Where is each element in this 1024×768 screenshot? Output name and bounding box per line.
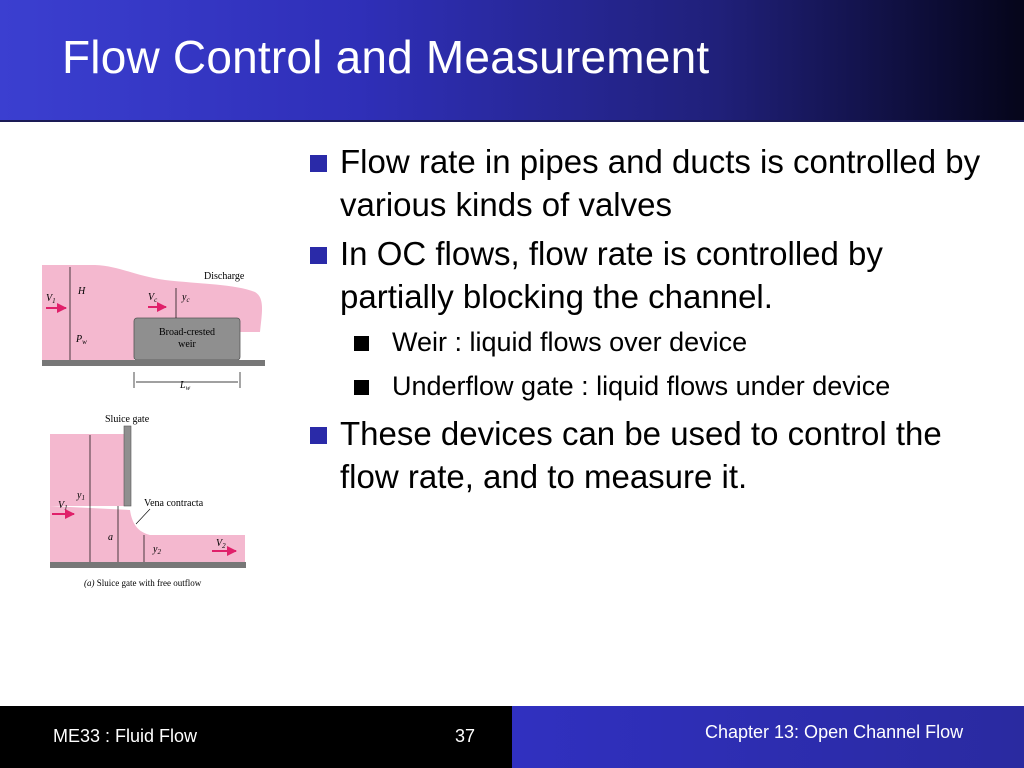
slide-title: Flow Control and Measurement — [62, 31, 710, 83]
weir-channel-bed — [42, 360, 265, 366]
bullet-item — [306, 232, 996, 318]
footer-page-number: 37 — [455, 726, 476, 746]
weir-pw-subscript: w — [82, 338, 87, 346]
weir-yc-subscript: c — [186, 296, 190, 304]
gate-a-label: a — [108, 532, 113, 543]
gate-v1-subscript: 1 — [64, 504, 68, 512]
gate-y2-subscript: 2 — [157, 548, 161, 556]
gate-v1-symbol: V — [58, 500, 65, 511]
square-bullet-icon — [354, 336, 369, 351]
weir-v1-symbol: V — [46, 293, 53, 304]
square-bullet-icon — [354, 380, 369, 395]
bullet-text: In OC flows, flow rate is controlled by partially blocking the channel. — [340, 235, 883, 315]
bullet-item — [306, 140, 996, 226]
weir-diagram — [42, 265, 265, 392]
vena-contracta-pointer — [136, 509, 150, 524]
gate-water-downstream — [50, 506, 245, 562]
gate-v2-symbol: V — [216, 538, 223, 549]
vena-contracta-label: Vena contracta — [144, 498, 204, 509]
bullet-item — [306, 412, 996, 498]
sub-bullet-item — [306, 368, 996, 404]
square-bullet-icon — [310, 247, 327, 264]
bullet-text: Flow rate in pipes and ducts is controlled by various kinds of valves — [340, 143, 981, 223]
footer-course: ME33 : Fluid Flow — [53, 726, 198, 746]
footer-chapter: Chapter 13: Open Channel Flow — [705, 722, 964, 742]
weir-vc-subscript: c — [154, 296, 158, 304]
sub-bullet-text: Weir : liquid flows over device — [392, 327, 748, 357]
gate-channel-bed — [50, 562, 246, 568]
gate-y1-symbol: y — [77, 490, 82, 501]
gate-caption-text: Sluice gate with free outflow — [94, 578, 202, 588]
weir-yc-symbol: y — [182, 292, 187, 303]
gate-caption — [84, 578, 202, 588]
sub-bullet-text: Underflow gate : liquid flows under device — [392, 371, 891, 401]
square-bullet-icon — [310, 155, 327, 172]
sluice-gate-diagram — [50, 414, 246, 588]
weir-pw-symbol: P — [76, 334, 83, 345]
sub-bullet-item — [306, 324, 996, 360]
bullet-text: These devices can be used to control the flow rate, and to measure it. — [340, 415, 942, 495]
weir-and-gate-figure — [40, 262, 270, 592]
gate-caption-prefix: (a) — [84, 578, 95, 588]
footer-bar — [0, 706, 1024, 768]
weir-discharge-label: Discharge — [204, 271, 245, 282]
gate-v2-subscript: 2 — [222, 542, 226, 550]
sluice-gate-label: Sluice gate — [105, 414, 150, 425]
weir-vc-symbol: V — [148, 292, 155, 303]
square-bullet-icon — [310, 427, 327, 444]
weir-label-line2: weir — [178, 339, 196, 350]
weir-v1-subscript: 1 — [52, 297, 56, 305]
sluice-gate-plate — [124, 426, 131, 506]
weir-lw-subscript: w — [185, 384, 191, 392]
weir-lw-symbol: L — [180, 380, 186, 391]
bullet-list — [306, 140, 996, 504]
gate-y2-symbol: y — [153, 544, 158, 555]
gate-y1-subscript: 1 — [81, 494, 85, 502]
title-bar — [0, 0, 1024, 122]
weir-label-line1: Broad-crested — [158, 327, 216, 338]
weir-h-label: H — [78, 286, 86, 297]
gate-water-upstream — [50, 434, 128, 506]
